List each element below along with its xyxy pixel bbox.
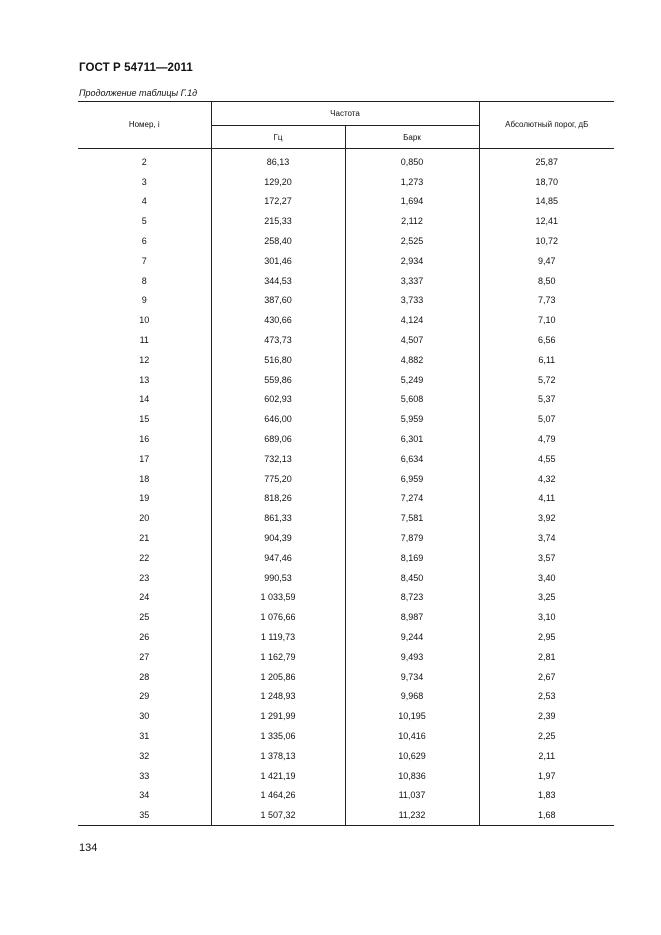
cell-number: 20 [78,508,211,528]
cell-number: 9 [78,291,211,311]
table-row [78,647,614,667]
cell-threshold: 1,68 [479,805,614,825]
cell-hz: 861,33 [211,508,345,528]
table-row [78,211,614,231]
cell-bark: 4,124 [345,310,479,330]
cell-number: 4 [78,192,211,212]
cell-hz: 1 248,93 [211,687,345,707]
table-row [78,271,614,291]
cell-bark: 2,934 [345,251,479,271]
cell-hz: 430,66 [211,310,345,330]
table-row [78,489,614,509]
cell-number: 17 [78,449,211,469]
cell-bark: 10,629 [345,746,479,766]
cell-hz: 1 033,59 [211,588,345,608]
cell-bark: 4,507 [345,330,479,350]
cell-number: 30 [78,706,211,726]
cell-threshold: 5,07 [479,409,614,429]
cell-bark: 7,581 [345,508,479,528]
table-row [78,667,614,687]
cell-number: 6 [78,231,211,251]
table-row [78,149,614,172]
cell-bark: 8,723 [345,588,479,608]
table-row [78,607,614,627]
cell-threshold: 6,11 [479,350,614,370]
cell-hz: 86,13 [211,149,345,172]
header-threshold: Абсолютный порог, дБ [479,101,614,149]
table-header [78,101,614,149]
cell-hz: 172,27 [211,192,345,212]
table-row [78,687,614,707]
cell-hz: 215,33 [211,211,345,231]
cell-threshold: 3,92 [479,508,614,528]
cell-hz: 473,73 [211,330,345,350]
document-code: ГОСТ Р 54711—2011 [79,62,193,74]
table-row [78,627,614,647]
cell-threshold: 14,85 [479,192,614,212]
cell-bark: 7,879 [345,528,479,548]
table-row [78,330,614,350]
cell-threshold: 2,39 [479,706,614,726]
cell-threshold: 12,41 [479,211,614,231]
table-row [78,726,614,746]
cell-bark: 6,634 [345,449,479,469]
cell-hz: 1 119,73 [211,627,345,647]
cell-threshold: 18,70 [479,172,614,192]
cell-threshold: 25,87 [479,149,614,172]
cell-threshold: 3,40 [479,568,614,588]
cell-hz: 301,46 [211,251,345,271]
cell-bark: 10,836 [345,766,479,786]
cell-bark: 5,249 [345,370,479,390]
cell-bark: 3,733 [345,291,479,311]
cell-bark: 2,112 [345,211,479,231]
cell-bark: 2,525 [345,231,479,251]
table-row [78,548,614,568]
cell-hz: 516,80 [211,350,345,370]
cell-bark: 5,608 [345,390,479,410]
table-row [78,568,614,588]
cell-hz: 775,20 [211,469,345,489]
table-row [78,231,614,251]
cell-bark: 8,450 [345,568,479,588]
table-row [78,291,614,311]
header-number: Номер, i [78,101,211,149]
cell-bark: 9,493 [345,647,479,667]
cell-number: 14 [78,390,211,410]
cell-number: 31 [78,726,211,746]
table-row [78,469,614,489]
cell-bark: 8,987 [345,607,479,627]
cell-bark: 9,968 [345,687,479,707]
cell-threshold: 3,25 [479,588,614,608]
cell-number: 16 [78,429,211,449]
cell-bark: 11,037 [345,786,479,806]
table-row [78,251,614,271]
table-body [78,149,614,826]
table-row [78,409,614,429]
cell-bark: 1,694 [345,192,479,212]
cell-threshold: 1,83 [479,786,614,806]
cell-threshold: 4,32 [479,469,614,489]
cell-number: 34 [78,786,211,806]
table-row [78,588,614,608]
cell-number: 10 [78,310,211,330]
cell-threshold: 4,11 [479,489,614,509]
cell-number: 23 [78,568,211,588]
cell-hz: 1 335,06 [211,726,345,746]
cell-hz: 344,53 [211,271,345,291]
cell-hz: 818,26 [211,489,345,509]
cell-hz: 1 076,66 [211,607,345,627]
table-row [78,172,614,192]
cell-hz: 1 464,26 [211,786,345,806]
cell-threshold: 2,67 [479,667,614,687]
cell-number: 27 [78,647,211,667]
cell-number: 35 [78,805,211,825]
cell-threshold: 4,55 [479,449,614,469]
cell-number: 21 [78,528,211,548]
cell-hz: 1 507,32 [211,805,345,825]
cell-hz: 129,20 [211,172,345,192]
cell-threshold: 8,50 [479,271,614,291]
cell-bark: 6,959 [345,469,479,489]
cell-threshold: 3,57 [479,548,614,568]
header-frequency: Частота [211,101,479,126]
cell-number: 11 [78,330,211,350]
cell-threshold: 2,25 [479,726,614,746]
cell-number: 32 [78,746,211,766]
cell-hz: 947,46 [211,548,345,568]
cell-threshold: 4,79 [479,429,614,449]
cell-threshold: 3,74 [479,528,614,548]
table-row [78,370,614,390]
cell-threshold: 5,37 [479,390,614,410]
cell-number: 5 [78,211,211,231]
cell-hz: 387,60 [211,291,345,311]
cell-bark: 9,244 [345,627,479,647]
table-row [78,390,614,410]
cell-number: 22 [78,548,211,568]
table-row [78,528,614,548]
cell-number: 26 [78,627,211,647]
cell-number: 24 [78,588,211,608]
cell-hz: 1 291,99 [211,706,345,726]
cell-number: 29 [78,687,211,707]
header-hz: Гц [211,126,345,149]
cell-bark: 1,273 [345,172,479,192]
cell-bark: 10,416 [345,726,479,746]
cell-hz: 990,53 [211,568,345,588]
table-row [78,449,614,469]
cell-number: 33 [78,766,211,786]
cell-number: 12 [78,350,211,370]
cell-bark: 9,734 [345,667,479,687]
cell-hz: 1 162,79 [211,647,345,667]
cell-hz: 1 421,19 [211,766,345,786]
cell-bark: 5,959 [345,409,479,429]
cell-number: 19 [78,489,211,509]
cell-bark: 0,850 [345,149,479,172]
cell-threshold: 5,72 [479,370,614,390]
cell-number: 3 [78,172,211,192]
table-row [78,706,614,726]
cell-hz: 689,06 [211,429,345,449]
cell-bark: 6,301 [345,429,479,449]
table-row [78,429,614,449]
cell-number: 13 [78,370,211,390]
table-row [78,766,614,786]
cell-hz: 1 205,86 [211,667,345,687]
page-number: 134 [79,842,98,854]
table-row [78,746,614,766]
cell-hz: 646,00 [211,409,345,429]
table-row [78,508,614,528]
cell-threshold: 2,81 [479,647,614,667]
cell-threshold: 7,73 [479,291,614,311]
cell-threshold: 1,97 [479,766,614,786]
cell-bark: 11,232 [345,805,479,825]
cell-hz: 602,93 [211,390,345,410]
cell-threshold: 9,47 [479,251,614,271]
table-row [78,350,614,370]
cell-bark: 7,274 [345,489,479,509]
cell-hz: 559,86 [211,370,345,390]
cell-bark: 4,882 [345,350,479,370]
table-row [78,786,614,806]
cell-number: 7 [78,251,211,271]
cell-threshold: 10,72 [479,231,614,251]
cell-number: 15 [78,409,211,429]
cell-hz: 904,39 [211,528,345,548]
cell-hz: 258,40 [211,231,345,251]
header-bark: Барк [345,126,479,149]
frequency-threshold-table [78,101,614,826]
cell-threshold: 7,10 [479,310,614,330]
cell-hz: 732,13 [211,449,345,469]
cell-bark: 3,337 [345,271,479,291]
cell-threshold: 3,10 [479,607,614,627]
cell-number: 2 [78,149,211,172]
cell-threshold: 6,56 [479,330,614,350]
cell-threshold: 2,11 [479,746,614,766]
table-row [78,192,614,212]
cell-number: 8 [78,271,211,291]
cell-number: 25 [78,607,211,627]
cell-bark: 10,195 [345,706,479,726]
table-caption: Продолжение таблицы Г.1д [79,88,198,98]
cell-threshold: 2,53 [479,687,614,707]
cell-number: 28 [78,667,211,687]
cell-threshold: 2,95 [479,627,614,647]
cell-bark: 8,169 [345,548,479,568]
table-row [78,310,614,330]
cell-hz: 1 378,13 [211,746,345,766]
table-row [78,805,614,825]
cell-number: 18 [78,469,211,489]
